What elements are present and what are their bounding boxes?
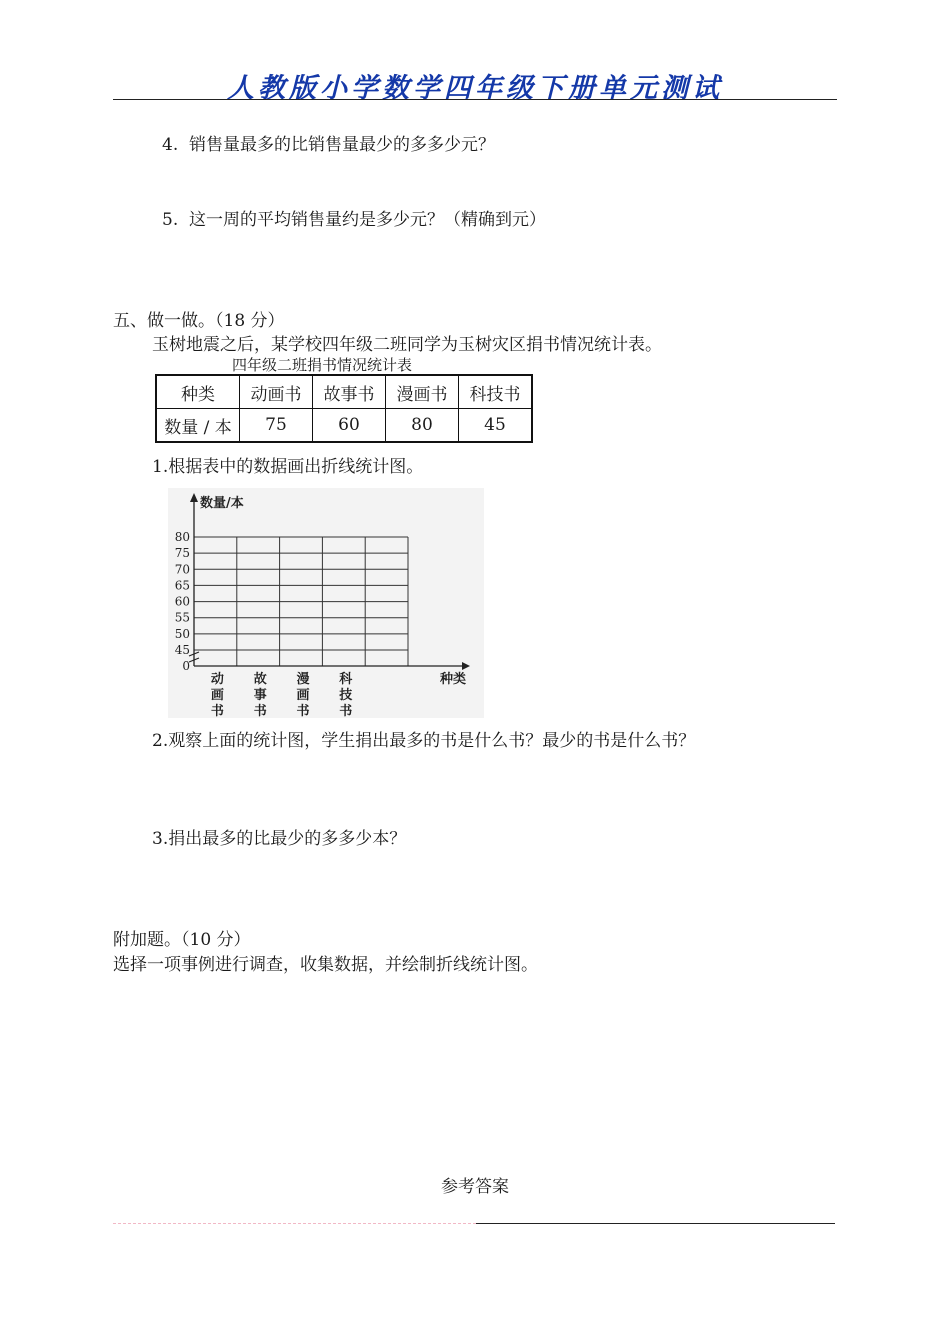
footer-divider-right xyxy=(476,1223,835,1224)
x-axis-label: 种类 xyxy=(440,672,467,687)
question-4 xyxy=(162,130,495,155)
table-cell: 故事书 xyxy=(313,375,386,409)
question-number: 4. xyxy=(162,135,179,155)
y-tick-label: 60 xyxy=(174,594,190,609)
x-category-label: 科 xyxy=(339,672,353,687)
x-category-label: 书 xyxy=(339,704,353,718)
x-category-label: 动 xyxy=(210,672,224,687)
table-row xyxy=(156,375,532,409)
line-chart-grid xyxy=(168,488,484,718)
table-cell: 动画书 xyxy=(240,375,313,409)
table-row xyxy=(156,409,532,443)
y-tick-label: 80 xyxy=(174,530,190,544)
question-text: 销售量最多的比销售量最少的多多少元？ xyxy=(189,135,496,155)
question-3: 3.捐出最多的比最少的多多少本？ xyxy=(152,829,407,849)
page-header-title: 人教版小学数学四年级下册单元测试 xyxy=(227,73,723,104)
question-text: 这一周的平均销售量约是多少元？（精确到元） xyxy=(189,210,547,230)
question-1: 1.根据表中的数据画出折线统计图。 xyxy=(152,457,424,477)
table-cell: 75 xyxy=(240,409,313,443)
chart-svg xyxy=(168,488,484,718)
section-5-title: 五、做一做。（18 分） xyxy=(113,311,285,331)
answers-label: 参考答案 xyxy=(441,1177,509,1197)
table-caption: 四年级二班捐书情况统计表 xyxy=(232,356,413,374)
question-5 xyxy=(162,205,546,230)
x-category-label: 书 xyxy=(253,704,267,718)
question-2: 2.观察上面的统计图，学生捐出最多的书是什么书？最少的书是什么书？ xyxy=(152,731,696,751)
y-tick-label: 0 xyxy=(182,659,190,673)
x-category-label: 书 xyxy=(296,704,310,718)
x-category-label: 漫 xyxy=(296,672,310,687)
y-tick-label: 55 xyxy=(174,610,190,625)
question-number: 5. xyxy=(162,210,179,230)
donation-table xyxy=(155,374,533,443)
header-divider xyxy=(113,99,837,100)
x-category-label: 画 xyxy=(296,688,310,703)
row-header: 数量 / 本 xyxy=(156,409,240,443)
footer-divider-left xyxy=(113,1223,476,1224)
table-cell: 45 xyxy=(459,409,533,443)
table-cell: 科技书 xyxy=(459,375,533,409)
section-5-intro: 玉树地震之后，某学校四年级二班同学为玉树灾区捐书情况统计表。 xyxy=(152,335,662,355)
y-tick-label: 50 xyxy=(174,626,190,641)
bonus-title: 附加题。（10 分） xyxy=(113,930,251,950)
x-category-label: 画 xyxy=(210,688,224,703)
table-cell: 60 xyxy=(313,409,386,443)
y-tick-label: 45 xyxy=(174,643,190,657)
x-category-label: 书 xyxy=(210,704,224,718)
x-category-label: 事 xyxy=(253,688,267,703)
x-category-label: 技 xyxy=(339,688,353,703)
table-cell: 漫画书 xyxy=(386,375,459,409)
x-category-label: 故 xyxy=(253,672,267,687)
table-cell: 80 xyxy=(386,409,459,443)
bonus-text: 选择一项事例进行调查，收集数据，并绘制折线统计图。 xyxy=(113,955,538,975)
y-tick-label: 70 xyxy=(174,562,190,577)
y-tick-label: 75 xyxy=(174,546,190,561)
y-axis-label: 数量/本 xyxy=(200,496,244,511)
y-tick-label: 65 xyxy=(174,578,190,593)
row-header: 种类 xyxy=(156,375,240,409)
